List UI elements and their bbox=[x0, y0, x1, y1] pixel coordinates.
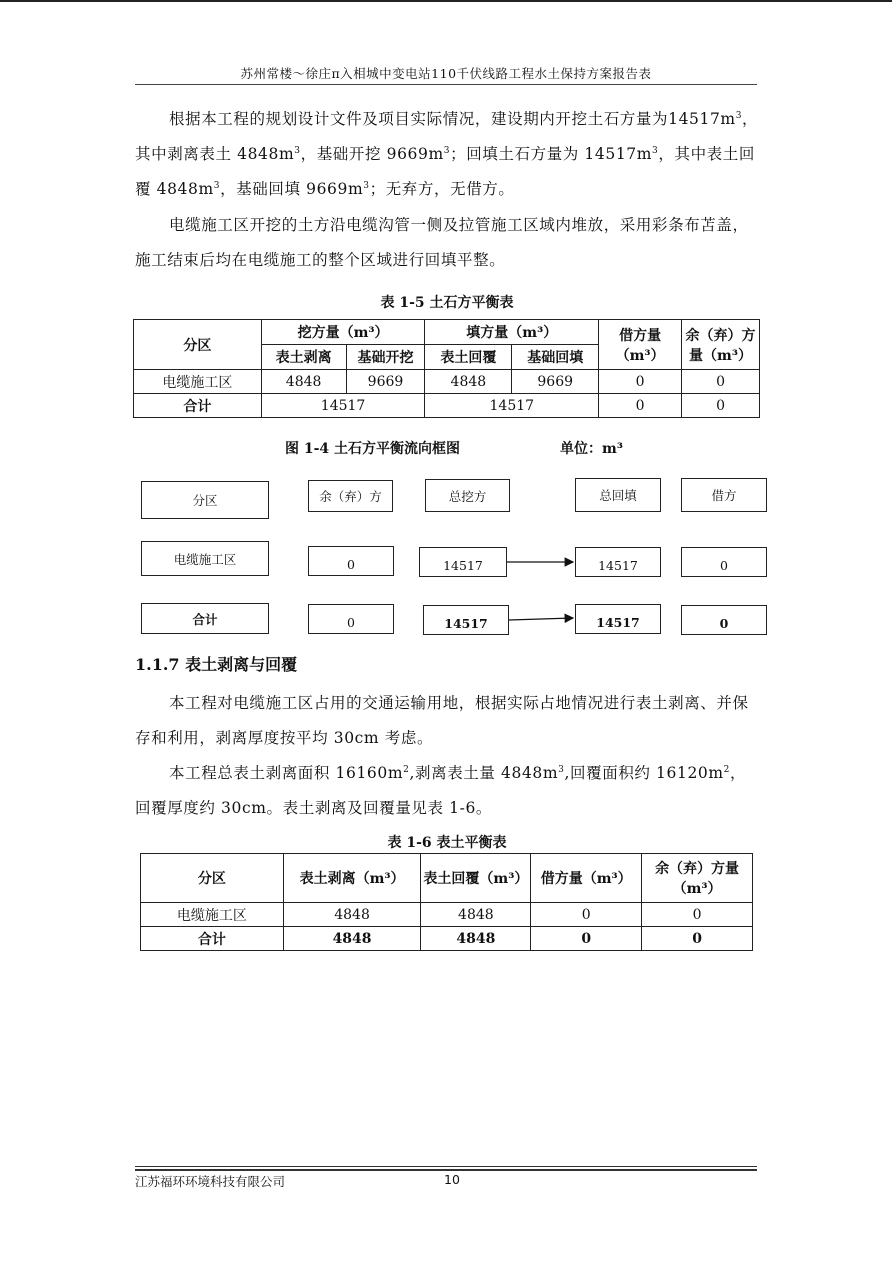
cell-total-cover: 4848 bbox=[421, 927, 531, 951]
table-row bbox=[141, 903, 753, 927]
flow-header-fill: 总回填 bbox=[575, 478, 661, 512]
paragraph-topsoil-strip: 本工程对电缆施工区占用的交通运输用地，根据实际占地情况进行表土剥离、并保存和利用，剥离厚度按平均 30cm 考虑。 bbox=[135, 694, 749, 747]
footer-rule bbox=[135, 1166, 757, 1167]
paragraph-earthwork-volume: 根据本工程的规划设计文件及项目实际情况，建设期内开挖土石方量为$14517m^3$，其中剥离表土 $4848m^3$，基础开挖 $9669m^3$；回填土石方量为 $14517m^3$，其中表土回覆 $4848m^3$，基础回填 $9669m^3$；无弃方，无借方。 bbox=[135, 110, 759, 198]
cell-total-dig: 14517 bbox=[261, 394, 425, 418]
flow-cable-fill: 14517 bbox=[575, 547, 661, 577]
cell-foundation-dig: 9669 bbox=[346, 370, 425, 394]
flow-header-dig: 总挖方 bbox=[425, 479, 510, 512]
cell-waste: 0 bbox=[682, 370, 760, 394]
th-zone: 分区 bbox=[141, 854, 284, 903]
cell-total-fill: 14517 bbox=[425, 394, 599, 418]
top-border bbox=[0, 0, 892, 2]
flow-zone-cable: 电缆施工区 bbox=[141, 541, 269, 576]
cell-total-waste: 0 bbox=[682, 394, 760, 418]
th-fill: 填方量（m³） bbox=[425, 320, 599, 345]
flow-cable-borrow: 0 bbox=[681, 547, 767, 577]
th-topsoil-strip: 表土剥离 bbox=[261, 345, 346, 370]
table-row bbox=[134, 370, 760, 394]
table-1-6-topsoil-balance bbox=[140, 853, 753, 951]
flow-total-borrow: 0 bbox=[681, 605, 767, 635]
footer-rule-thick bbox=[135, 1169, 757, 1171]
section-heading: 1.1.7 表土剥离与回覆 bbox=[135, 655, 298, 674]
page-number: 10 bbox=[444, 1172, 460, 1187]
paragraph-topsoil-volume: 本工程总表土剥离面积 $16160m^2$,剥离表土量 $4848m^3$,回覆面积约 $16120m^2$，回覆厚度约 30cm。表土剥离及回覆量见表 1-6。 bbox=[135, 764, 747, 817]
flow-header-borrow: 借方 bbox=[681, 478, 767, 512]
flow-cable-waste: 0 bbox=[308, 546, 394, 576]
cell-topsoil-cover: 4848 bbox=[425, 370, 512, 394]
footer-company: 江苏福环环境科技有限公司 bbox=[135, 1174, 286, 1189]
th-topsoil-cover: 表土回覆 bbox=[425, 345, 512, 370]
cell-zone: 电缆施工区 bbox=[134, 370, 262, 394]
cell-zone: 电缆施工区 bbox=[141, 903, 284, 927]
table-1-6-caption: 表 1-6 表土平衡表 bbox=[387, 835, 507, 851]
flow-header-zone: 分区 bbox=[141, 481, 269, 519]
th-borrow: 借方量（m³） bbox=[599, 320, 682, 370]
th-foundation-fill: 基础回填 bbox=[512, 345, 599, 370]
table-1-5-earthwork-balance bbox=[133, 319, 760, 418]
flow-total-waste: 0 bbox=[308, 604, 394, 634]
flow-zone-total: 合计 bbox=[141, 603, 269, 634]
th-topsoil-strip: 表土剥离（m³） bbox=[283, 854, 421, 903]
cell-total-label: 合计 bbox=[141, 927, 284, 951]
header-rule bbox=[135, 84, 757, 85]
cell-topsoil-strip: 4848 bbox=[261, 370, 346, 394]
flow-total-dig: 14517 bbox=[423, 605, 509, 635]
table-total-row bbox=[141, 927, 753, 951]
table-total-row bbox=[134, 394, 760, 418]
flow-arrow-total bbox=[509, 618, 573, 620]
th-borrow: 借方量（m³） bbox=[531, 854, 642, 903]
cell-total-borrow: 0 bbox=[599, 394, 682, 418]
table-1-5-caption: 表 1-5 土石方平衡表 bbox=[380, 295, 514, 311]
cell-topsoil-cover: 4848 bbox=[421, 903, 531, 927]
flow-header-waste: 余（弃）方 bbox=[308, 480, 393, 512]
figure-1-4-caption: 图 1-4 土石方平衡流向框图 bbox=[285, 441, 461, 457]
running-header: 苏州常楼～徐庄π入相城中变电站110千伏线路工程水土保持方案报告表 bbox=[240, 66, 652, 81]
th-dig: 挖方量（m³） bbox=[261, 320, 425, 345]
cell-foundation-fill: 9669 bbox=[512, 370, 599, 394]
paragraph-cable-area: 电缆施工区开挖的土方沿电缆沟管一侧及拉管施工区域内堆放，采用彩条布苫盖，施工结束后均在电缆施工的整个区域进行回填平整。 bbox=[135, 216, 749, 269]
th-waste: 余（弃）方量（m³） bbox=[642, 854, 753, 903]
th-foundation-dig: 基础开挖 bbox=[346, 345, 425, 370]
cell-topsoil-strip: 4848 bbox=[283, 903, 421, 927]
flow-cable-dig: 14517 bbox=[419, 547, 507, 577]
cell-borrow: 0 bbox=[599, 370, 682, 394]
cell-total-strip: 4848 bbox=[283, 927, 421, 951]
cell-waste: 0 bbox=[642, 903, 753, 927]
cell-total-borrow: 0 bbox=[531, 927, 642, 951]
th-waste: 余（弃）方量（m³） bbox=[682, 320, 760, 370]
th-topsoil-cover: 表土回覆（m³） bbox=[421, 854, 531, 903]
flow-total-fill: 14517 bbox=[575, 604, 661, 634]
cell-total-label: 合计 bbox=[134, 394, 262, 418]
cell-borrow: 0 bbox=[531, 903, 642, 927]
th-zone: 分区 bbox=[134, 320, 262, 370]
figure-1-4-unit: 单位：m³ bbox=[560, 441, 623, 457]
cell-total-waste: 0 bbox=[642, 927, 753, 951]
